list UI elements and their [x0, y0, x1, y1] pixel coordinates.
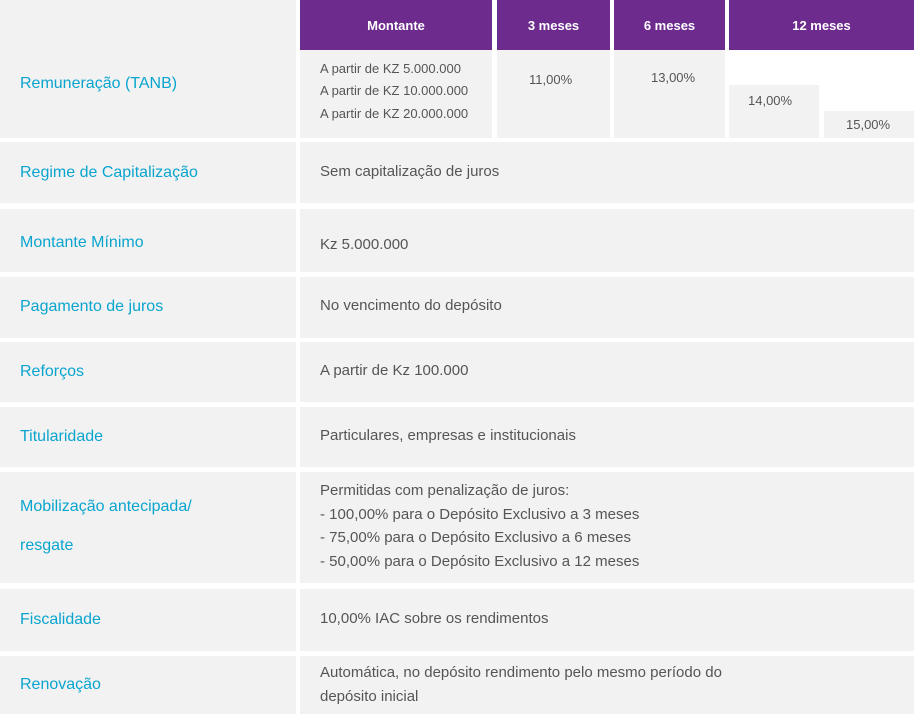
row-renovacao-label: Renovação: [20, 676, 101, 693]
row-titularidade-label: Titularidade: [20, 428, 104, 445]
rate-3-meses-cell: [497, 50, 610, 138]
row-regime-label: Regime de Capitalização: [20, 164, 198, 181]
row-fiscalidade-value: 10,00% IAC sobre os rendimentos: [320, 610, 549, 627]
row-pagamento-value: No vencimento do depósito: [320, 297, 502, 314]
row-pagamento-label: Pagamento de juros: [20, 298, 164, 315]
header-6-meses: 6 meses: [614, 0, 725, 50]
row-fiscalidade-label: Fiscalidade: [20, 611, 101, 628]
row-renovacao-line-2: depósito inicial: [320, 688, 419, 705]
tier-3: A partir de KZ 20.000.000: [320, 106, 469, 121]
header-montante: Montante: [300, 0, 492, 50]
row-reforcos-value: A partir de Kz 100.000: [320, 362, 469, 379]
row-mobilizacao-label-line2: resgate: [20, 537, 74, 554]
row-mobilizacao-label-line1: Mobilização antecipada/: [20, 498, 192, 515]
rate-6-meses-cell: [614, 50, 725, 138]
row-mobilizacao-line-4: - 50,00% para o Depósito Exclusivo a 12 meses: [320, 553, 640, 570]
remuneracao-label: Remuneração (TANB): [20, 75, 178, 92]
row-regime-value: Sem capitalização de juros: [320, 163, 500, 180]
rate-3-meses: 11,00%: [529, 72, 573, 87]
row-renovacao-line-1: Automática, no depósito rendimento pelo mesmo período do: [320, 664, 722, 681]
header-3-meses: 3 meses: [497, 0, 610, 50]
rate-12-meses-tier3: 15,00%: [846, 117, 891, 132]
header-12-meses: 12 meses: [729, 0, 914, 50]
tier-2: A partir de KZ 10.000.000: [320, 83, 469, 98]
row-mobilizacao-line-3: - 75,00% para o Depósito Exclusivo a 6 meses: [320, 529, 631, 546]
row-mobilizacao-line-1: Permitidas com penalização de juros:: [320, 482, 570, 499]
row-mobilizacao-line-2: - 100,00% para o Depósito Exclusivo a 3 meses: [320, 506, 640, 523]
row-titularidade-value: Particulares, empresas e institucionais: [320, 427, 576, 444]
row-mobilizacao-label-cell: [0, 472, 296, 583]
header-blank-cell: [0, 0, 296, 50]
row-montante-label: Montante Mínimo: [20, 234, 144, 251]
rate-6-meses: 13,00%: [651, 70, 696, 85]
rate-12-meses-tier2: 14,00%: [748, 93, 793, 108]
row-montante-value: Kz 5.000.000: [320, 236, 409, 253]
row-reforcos-label: Reforços: [20, 363, 85, 380]
tier-1: A partir de KZ 5.000.000: [320, 61, 461, 76]
